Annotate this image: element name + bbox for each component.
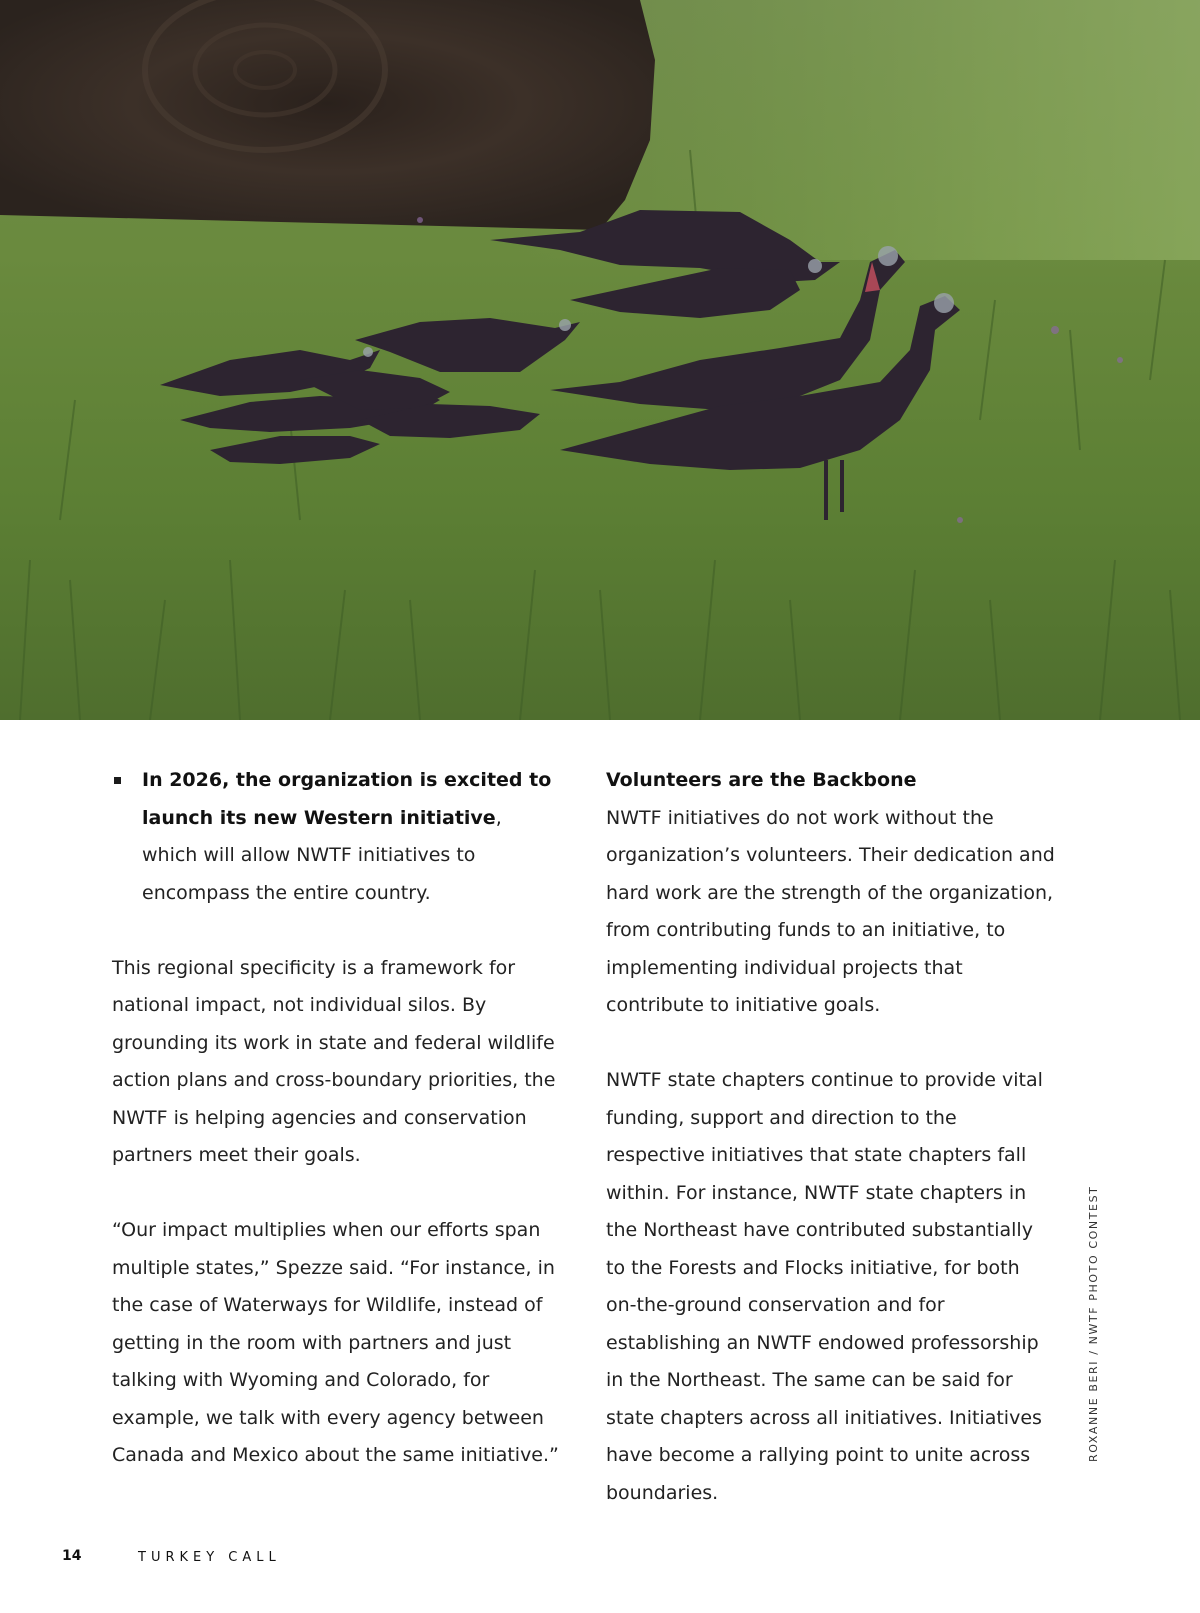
right-column bbox=[606, 762, 1056, 1550]
magazine-name: TURKEY CALL bbox=[138, 1550, 281, 1565]
bullet-text: , which will allow NWTF initiatives to encompass the entire country. bbox=[142, 806, 502, 904]
page-number: 14 bbox=[62, 1548, 82, 1564]
body-paragraph: NWTF state chapters continue to provide vital funding, support and direction to the respective initiatives that state chapters fall within. For instance, NWTF state chapters in the Northeast have contributed substantially to the Forests and Flocks initiative, for both on-the-ground conservation and for establishing an NWTF endowed professorship in the Northeast. The same can be said for state chapters across all initiatives. Initiatives have become a rallying point to unite across boundaries. bbox=[606, 1069, 1043, 1504]
body-paragraph: This regional specificity is a framework for national impact, not individual silos. By grounding its work in state and federal wildlife action plans and cross-boundary priorities, the NWTF is helping agencies and conservation partners meet their goals. bbox=[112, 956, 556, 1166]
body-paragraph: NWTF initiatives do not work without the organization’s volunteers. Their dedication and hard work are the strength of the organization, from contributing funds to an initiative, to implementing individual projects that contribute to initiative goals. bbox=[606, 806, 1055, 1016]
section-heading: Volunteers are the Backbone bbox=[606, 769, 917, 791]
turkey-photo-illustration bbox=[0, 0, 1200, 720]
body-paragraph: “Our impact multiplies when our efforts span multiple states,” Spezze said. “For instance, in the case of Waterways for Wildlife, instead of getting in the room with partners and just talking with Wyoming and Colorado, for example, we talk with every agency between Canada and Mexico about the same initiative.” bbox=[112, 1219, 559, 1466]
bullet-square-icon bbox=[114, 777, 121, 784]
bullet-bold-text: In 2026, the organization is excited to launch its new Western initiative bbox=[142, 769, 552, 829]
turkey-photo bbox=[0, 0, 1200, 720]
photo-credit: ROXANNE BERI / NWTF PHOTO CONTEST bbox=[1087, 1185, 1100, 1462]
bullet-item bbox=[112, 762, 562, 912]
left-column bbox=[112, 762, 562, 1512]
